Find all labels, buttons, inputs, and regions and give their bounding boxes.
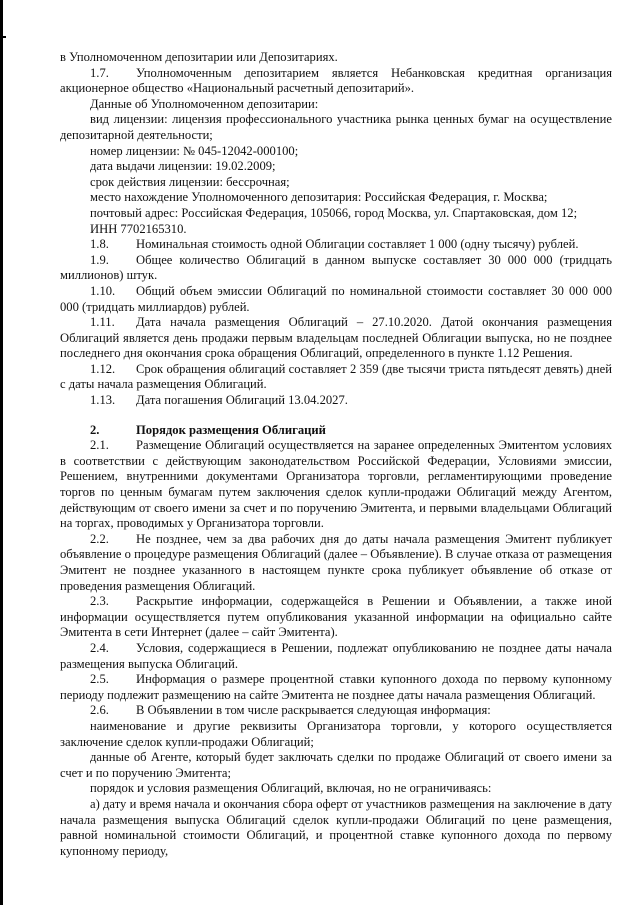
list-item-offers: а) дату и время начала и окончания сбора оферт от участников размещения на заключение в дату начала размещения выпуска Облигаций сделок купли-продажи Облигаций по цене размещения, равной номинальной стоимости Облигаций, и процентной ставке купонного дохода по первому купонному периоду,: [60, 796, 612, 858]
clause-text: Общее количество Облигаций в данном выпуске составляет 30 000 000 (тридцать миллионов) штук.: [60, 252, 612, 283]
clause-number: 1.11.: [90, 315, 115, 330]
depositary-location: место нахождение Уполномоченного депозитария: Российская Федерация, г. Москва;: [90, 190, 548, 205]
clause-text: Срок обращения облигаций составляет 2 359 (две тысячи триста пятьдесят девять) дней с даты начала размещения Облигаций.: [60, 361, 612, 392]
clause-1-8: [60, 237, 612, 253]
clause-1-10: [60, 284, 612, 315]
clause-1-9: [60, 253, 612, 284]
document-body: [60, 50, 612, 859]
depositary-license-date: дата выдачи лицензии: 19.02.2009;: [90, 159, 276, 174]
clause-number: 1.8.: [90, 237, 109, 252]
clause-number: 1.9.: [90, 252, 109, 267]
clause-number: 2.6.: [90, 703, 109, 718]
clause-text: Условия, содержащиеся в Решении, подлежат опубликованию не позднее даты начала размещения выпуска Облигаций.: [60, 640, 612, 671]
clause-2-2: [60, 532, 612, 594]
section-title-text: Порядок размещения Облигаций: [136, 422, 326, 437]
depositary-license-term: срок действия лицензии: бессрочная;: [90, 174, 290, 189]
clause-number: 2.5.: [90, 672, 109, 687]
clause-text: Информация о размере процентной ставки купонного дохода по первому купонному периоду подлежит размещению на сайте Эмитента не позднее даты начала размещения Облигаций.: [60, 672, 612, 702]
clause-1-13: [60, 393, 612, 409]
section-2-title: [60, 423, 612, 439]
clause-text: Номинальная стоимость одной Облигации составляет 1 000 (одну тысячу) рублей.: [136, 237, 579, 252]
clause-text: Раскрытие информации, содержащейся в Решении и Объявлении, а также иной информации осуществляется путем опубликования указанной информации на официально сайте Эмитента в сети Интернет (далее – сайт Эмитента).: [60, 594, 612, 640]
continuation-line: в Уполномоченном депозитарии или Депозитариях.: [60, 50, 338, 64]
clause-text: Размещение Облигаций осуществляется на заранее определенных Эмитентом условиях в соответствии с действующим законодательством Российской Федерации, Условиями эмиссии, Решением, внутренними документами Организатора торговли, регламентирующими проведение торгов по ценным бумагам путем заключения сделок купли-продажи Облигаций между Агентом, действующим от своего имени за счет и по поручению Эмитента, и первыми владельцами Облигаций на торгах, проводимых у Организатора торговли.: [60, 438, 612, 531]
list-item-agent: данные об Агенте, который будет заключать сделки по продаже Облигаций от своего имени за счет и по поручению Эмитента;: [60, 750, 612, 780]
clause-2-5: [60, 672, 612, 703]
clause-number: 1.7.: [90, 65, 109, 80]
depositary-header: Данные об Уполномоченном депозитарии:: [90, 96, 319, 111]
clause-number: 1.13.: [90, 393, 116, 408]
depositary-address: почтовый адрес: Российская Федерация, 105066, город Москва, ул. Спартаковская, дом 12;: [90, 205, 578, 220]
clause-text: Уполномоченным депозитарием является Небанковская кредитная организация акционерное общество «Национальный расчетный депозитарий».: [60, 65, 612, 96]
depositary-license-number: номер лицензии: № 045-12042-000100;: [90, 143, 299, 158]
clause-number: 1.10.: [90, 283, 116, 298]
clause-text: Дата начала размещения Облигаций – 27.10.2020. Датой окончания размещения Облигаций является день продажи первым владельцам последней Облигации выпуска, но не позднее последнего дня окончания срока обращения Облигаций, определенного в пункте 1.12 Решения.: [60, 315, 612, 361]
scan-edge-line: [0, 0, 3, 905]
clause-2-4: [60, 641, 612, 672]
clause-number: 1.12.: [90, 361, 116, 376]
clause-text: Общий объем эмиссии Облигаций по номинальной стоимости составляет 30 000 000 000 (тридцать миллиардов) рублей.: [60, 283, 612, 314]
scan-edge-mark: [0, 36, 6, 38]
clause-number: 2.2.: [90, 531, 109, 546]
list-item-procedure: порядок и условия размещения Облигаций, включая, но не ограничиваясь:: [90, 781, 492, 796]
list-item-organizer: наименование и другие реквизиты Организатора торговли, у которого осуществляется заключение сделок купли-продажи Облигаций;: [60, 718, 612, 749]
depositary-inn: ИНН 7702165310.: [90, 221, 187, 236]
section-number: 2.: [90, 422, 100, 437]
clause-text: Не позднее, чем за два рабочих дня до даты начала размещения Эмитент публикует объявление о процедуре размещения Облигаций (далее – Объявление). В случае отказа от размещения Эмитент не позднее указанного в настоящем пункте срока публикует объявление об отказе от проведения размещения Облигаций.: [60, 531, 612, 593]
depositary-license-kind: вид лицензии: лицензия профессионального участника рынка ценных бумаг на осуществление депозитарной деятельности;: [60, 112, 612, 142]
clause-1-12: [60, 362, 612, 393]
clause-number: 2.3.: [90, 594, 109, 609]
section-spacer: [60, 409, 612, 423]
clause-text: В Объявлении в том числе раскрывается следующая информация:: [136, 703, 491, 718]
clause-text: Дата погашения Облигаций 13.04.2027.: [136, 393, 348, 408]
clause-2-6: [60, 703, 612, 719]
clause-1-11: [60, 315, 612, 362]
clause-2-3: [60, 594, 612, 641]
clause-number: 2.1.: [90, 438, 109, 453]
scan-edge-mark-2: [0, 160, 2, 168]
clause-1-7: [60, 66, 612, 97]
clause-number: 2.4.: [90, 640, 109, 655]
clause-2-1: [60, 438, 612, 532]
